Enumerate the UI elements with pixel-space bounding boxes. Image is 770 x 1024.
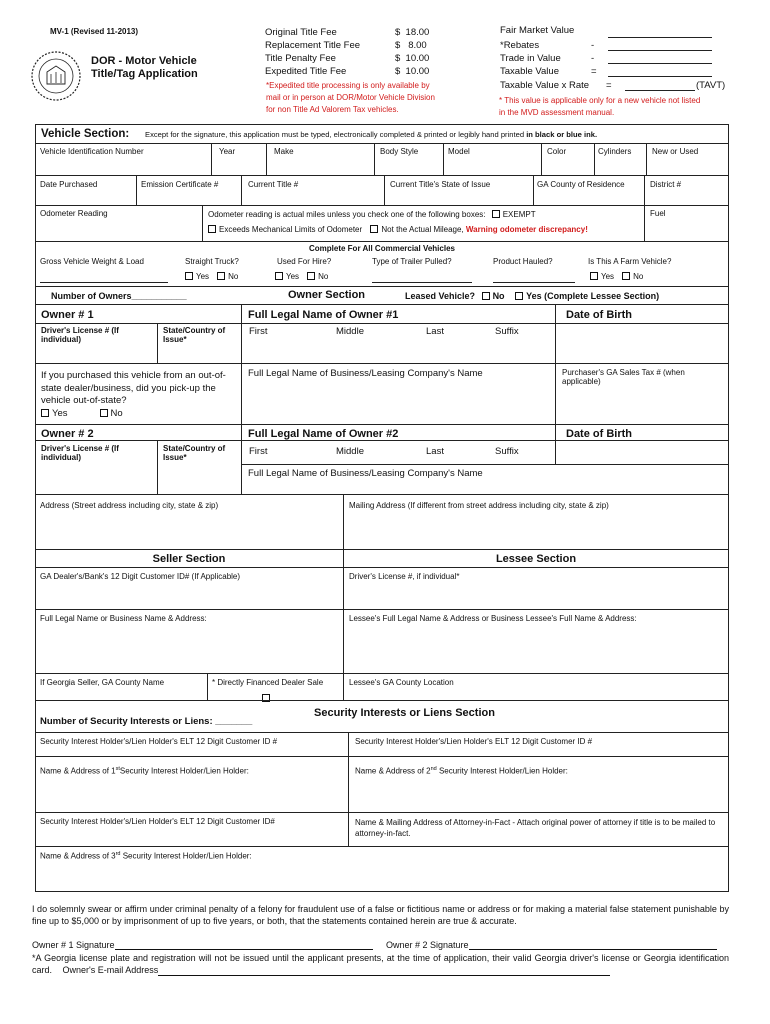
lien3-name-label: Name & Address of 3rd Security Interest Holder/Lien Holder: [40,851,252,861]
oath-statement: I do solemnly swear or affirm under criminal penalty of a felony for fraudulent use of a false or fictitious name or address or for making a material false statement punishable by fine up to $5,000 or by imprisonment of up to five years, or both, that the statements contained herein are true & accurate. [32,904,729,926]
owner2-signature-field[interactable] [469,949,717,950]
owner2-suffix-label: Suffix [495,446,519,457]
owner1-first-label: First [249,326,268,337]
attorney-label: Name & Mailing Address of Attorney-in-Fact - Attach original power of attorney if title is to be mailed to attorney-in-fact. [355,818,716,838]
georgia-seal-icon [30,50,82,102]
fee-amount-original: $ 18.00 [395,27,430,38]
exempt-label: EXEMPT [502,210,536,219]
fmv-field[interactable] [608,37,712,38]
owner2-last-label: Last [426,446,444,457]
model-label: Model [448,147,470,156]
trailer-field[interactable] [372,282,472,283]
leased-no-label: No [492,291,505,301]
lien1-name-label: Name & Address of 1stSecurity Interest Holder/Lien Holder: [40,766,249,776]
fee-amount-expedited: $ 10.00 [395,66,430,77]
form-title: Title/Tag Application [91,68,198,80]
email-field[interactable] [158,975,610,976]
leased-yes-checkbox[interactable] [515,292,523,300]
expedite-note-1: *Expedited title processing is only available by [266,81,430,90]
out-of-state-yes-label: Yes [52,408,68,419]
vin-label: Vehicle Identification Number [40,147,144,156]
owner1-dob-title: Date of Birth [566,309,632,321]
farm-yes-label: Yes [601,272,615,281]
owner1-suffix-label: Suffix [495,326,519,337]
color-label: Color [547,147,567,156]
dealer-id-label: GA Dealer's/Bank's 12 Digit Customer ID# (If Applicable) [40,572,241,581]
make-label: Make [274,147,294,156]
leased-no-checkbox[interactable] [482,292,490,300]
num-liens[interactable]: Number of Security Interests or Liens: _______ [40,716,253,727]
seller-county-label: If Georgia Seller, GA County Name [40,678,165,687]
fuel-label: Fuel [650,209,666,218]
lien2-name-label: Name & Address of 2nd Security Interest Holder/Lien Holder: [355,766,568,776]
hire-yes-checkbox[interactable] [275,272,283,280]
tavt-field[interactable] [625,90,695,91]
product-field[interactable] [493,282,575,283]
title-state-label: Current Title's State of Issue [390,180,491,189]
date-purchased-label: Date Purchased [40,180,98,189]
vehicle-instructions-ink: in black or blue ink. [526,130,598,139]
trailer-label: Type of Trailer Pulled? [372,257,452,266]
exceeds-label: Exceeds Mechanical Limits of Odometer [219,225,363,234]
farm-yes-checkbox[interactable] [590,272,598,280]
body-style-label: Body Style [380,147,419,156]
product-hauled-label: Product Hauled? [493,257,553,266]
not-actual-checkbox[interactable] [370,225,378,233]
owner2-dl-label: Driver's License # (If individual) [41,444,119,462]
trade-field[interactable] [608,63,712,64]
rate-op: = [606,80,612,91]
elt1-label: Security Interest Holder's/Lien Holder's ELT 12 Digit Customer ID # [40,737,278,746]
address-label: Address (Street address including city, state & zip) [40,501,219,510]
num-owners[interactable]: Number of Owners___________ [51,291,187,301]
out-of-state-yes-checkbox[interactable] [41,409,49,417]
new-used-label: New or Used [652,147,699,156]
emission-label: Emission Certificate # [141,180,219,189]
owner2-business-label: Full Legal Name of Business/Leasing Company's Name [248,468,483,479]
owner1-last-label: Last [426,326,444,337]
out-of-state-no-label: No [110,408,123,419]
owner2-first-label: First [249,446,268,457]
hire-yes-label: Yes [286,272,300,281]
farm-no-label: No [633,272,644,281]
agency-name: DOR - Motor Vehicle [91,55,197,67]
odometer-warning: Warning odometer discrepancy! [465,225,588,234]
used-for-hire-label: Used For Hire? [277,257,332,266]
owner2-dob-title: Date of Birth [566,428,632,440]
owner2-state-label: State/Country of Issue* [163,444,226,462]
taxable-field[interactable] [608,76,712,77]
straight-truck-label: Straight Truck? [185,257,239,266]
vehicle-section-title: Vehicle Section: [41,128,130,140]
owner2-title: Owner # 2 [41,428,94,440]
gvw-field[interactable] [40,282,168,283]
trade-label: Trade in Value [500,53,561,64]
not-actual-label: Not the Actual Mileage, [381,225,464,234]
owner1-state-label: State/Country of Issue* [163,326,226,344]
fee-amount-replacement: $ 8.00 [395,40,427,51]
mvd-note-1: * This value is applicable only for a new vehicle not listed [499,96,701,105]
expedite-note-2: mail or in person at DOR/Motor Vehicle Division [266,93,435,102]
rebates-label: *Rebates [500,40,540,51]
odometer-note: Odometer reading is actual miles unless you check one of the following boxes: [208,210,486,219]
straight-no-label: No [228,272,239,281]
license-note: *A Georgia license plate and registration will not be issued until the applicant presents, at the time of application, their valid Georgia driver's license or Georgia identification card. Owner's E-mail Address [32,953,729,975]
owner2-signature: Owner # 2 Signature [386,940,717,950]
straight-no-checkbox[interactable] [217,272,225,280]
owner1-signature-field[interactable] [115,949,373,950]
form-id: MV-1 (Revised 11-2013) [50,27,139,36]
cylinders-label: Cylinders [598,147,632,156]
owner-section-title: Owner Section [288,289,366,301]
hire-no-checkbox[interactable] [307,272,315,280]
seller-section-title: Seller Section [152,553,226,565]
owner1-dl-label: Driver's License # (If individual) [41,326,119,344]
fee-label-replacement: Replacement Title Fee [265,40,361,51]
out-of-state-no-checkbox[interactable] [100,409,108,417]
rebates-op: - [591,40,595,51]
hire-no-label: No [318,272,329,281]
owner1-business-label: Full Legal Name of Business/Leasing Company's Name [248,368,483,379]
fee-label-penalty: Title Penalty Fee [265,53,336,64]
lessee-section-title: Lessee Section [495,553,577,565]
year-label: Year [219,147,236,156]
fmv-label: Fair Market Value [500,25,575,36]
elt2-label: Security Interest Holder's/Lien Holder's ELT 12 Digit Customer ID # [355,737,593,746]
straight-yes-label: Yes [196,272,210,281]
straight-yes-checkbox[interactable] [185,272,193,280]
expedite-note-3: for non Title Ad Valorem Tax vehicles. [266,105,399,114]
email-label: Owner's E-mail Address [62,965,159,975]
seller-name-label: Full Legal Name or Business Name & Address: [40,614,207,623]
rebates-field[interactable] [608,50,712,51]
odometer-label: Odometer Reading [40,209,108,218]
vehicle-instructions: Except for the signature, this application must be typed, electronically completed & printed or legibly hand printed [145,130,525,139]
out-of-state-question: If you purchased this vehicle from an out-of-state dealer/business, did you pick-up the vehicle out-of-state? [41,370,226,406]
farm-no-checkbox[interactable] [622,272,630,280]
taxable-label: Taxable Value [500,66,559,77]
leased-yes-label: Yes (Complete Lessee Section) [526,291,660,301]
tavt-label: (TAVT) [696,80,726,91]
owner1-full-name-title: Full Legal Name of Owner #1 [248,309,399,321]
commercial-title: Complete For All Commercial Vehicles [309,244,455,253]
security-section-title: Security Interests or Liens Section [314,707,495,719]
elt3-label: Security Interest Holder's/Lien Holder's ELT 12 Digit Customer ID# [40,817,275,826]
owner1-title: Owner # 1 [41,309,94,321]
fee-label-original: Original Title Fee [265,27,337,38]
mvd-note-2: in the MVD assessment manual. [499,108,615,117]
lessee-county-label: Lessee's GA County Location [349,678,454,687]
owner2-full-name-title: Full Legal Name of Owner #2 [248,428,399,440]
directly-financed-label: * Directly Financed Dealer Sale [212,678,324,687]
exceeds-checkbox[interactable] [208,225,216,233]
fee-label-expedited: Expedited Title Fee [265,66,347,77]
taxable-op: = [591,66,597,77]
leased-label: Leased Vehicle? [405,291,476,301]
lessee-dl-label: Driver's License #, if individual* [349,572,460,581]
fee-amount-penalty: $ 10.00 [395,53,430,64]
district-label: District # [650,180,682,189]
exempt-checkbox[interactable] [492,210,500,218]
trade-op: - [591,53,595,64]
rate-label: Taxable Value x Rate [500,80,590,91]
owner1-signature: Owner # 1 Signature [32,940,373,950]
gvw-label: Gross Vehicle Weight & Load [40,257,144,266]
mailing-address-label: Mailing Address (If different from street address including city, state & zip) [349,501,609,510]
sales-tax-label: Purchaser's GA Sales Tax # (when applicable) [562,368,685,386]
farm-vehicle-label: Is This A Farm Vehicle? [588,257,672,266]
owner2-middle-label: Middle [336,446,364,457]
lessee-name-label: Lessee's Full Legal Name & Address or Business Lessee's Full Name & Address: [349,614,637,623]
county-residence-label: GA County of Residence [537,180,625,189]
current-title-label: Current Title # [248,180,299,189]
owner1-middle-label: Middle [336,326,364,337]
